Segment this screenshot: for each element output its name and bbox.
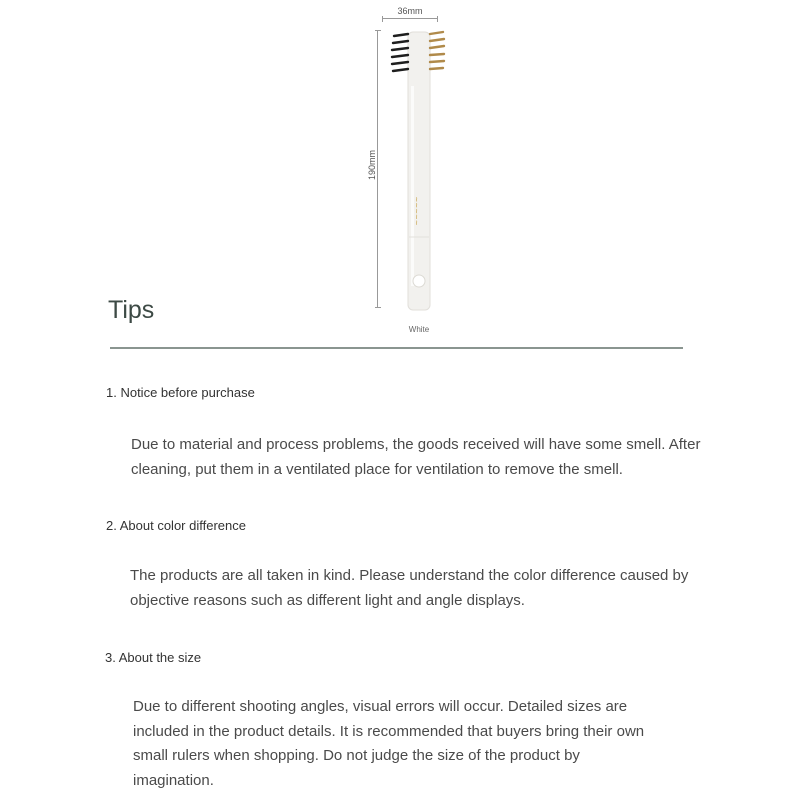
section-heading-size: 3. About the size [105, 650, 202, 665]
brush-image [388, 26, 452, 316]
section-heading-purchase-notice: 1. Notice before purchase [106, 385, 255, 400]
section-heading-color-difference: 2. About color difference [106, 518, 246, 533]
width-dimension-label: 36mm [397, 6, 423, 16]
section-body-color-difference: The products are all taken in kind. Please understand the color difference caused by objective reasons such as different light and angle displays. [130, 567, 689, 609]
section-body-purchase-notice: Due to material and process problems, the goods received will have some smell. After cleaning, put them in a ventilated place for ventilation to remove the smell. [131, 436, 701, 478]
color-variant-label: White [408, 325, 430, 334]
title-divider [110, 347, 683, 349]
svg-text:~~~~~: ~~~~~ [413, 196, 421, 226]
width-dimension-line [382, 18, 438, 19]
height-dimension-label: 190mm [367, 150, 377, 181]
tips-title: Tips [108, 296, 155, 324]
height-dimension-line [377, 30, 378, 308]
section-body-size: Due to different shooting angles, visual errors will occur. Detailed sizes are included in the product details. It is recommended that buyers bring their own small rulers when shopping. Do not judge the size of the product by imagination. [133, 698, 645, 789]
